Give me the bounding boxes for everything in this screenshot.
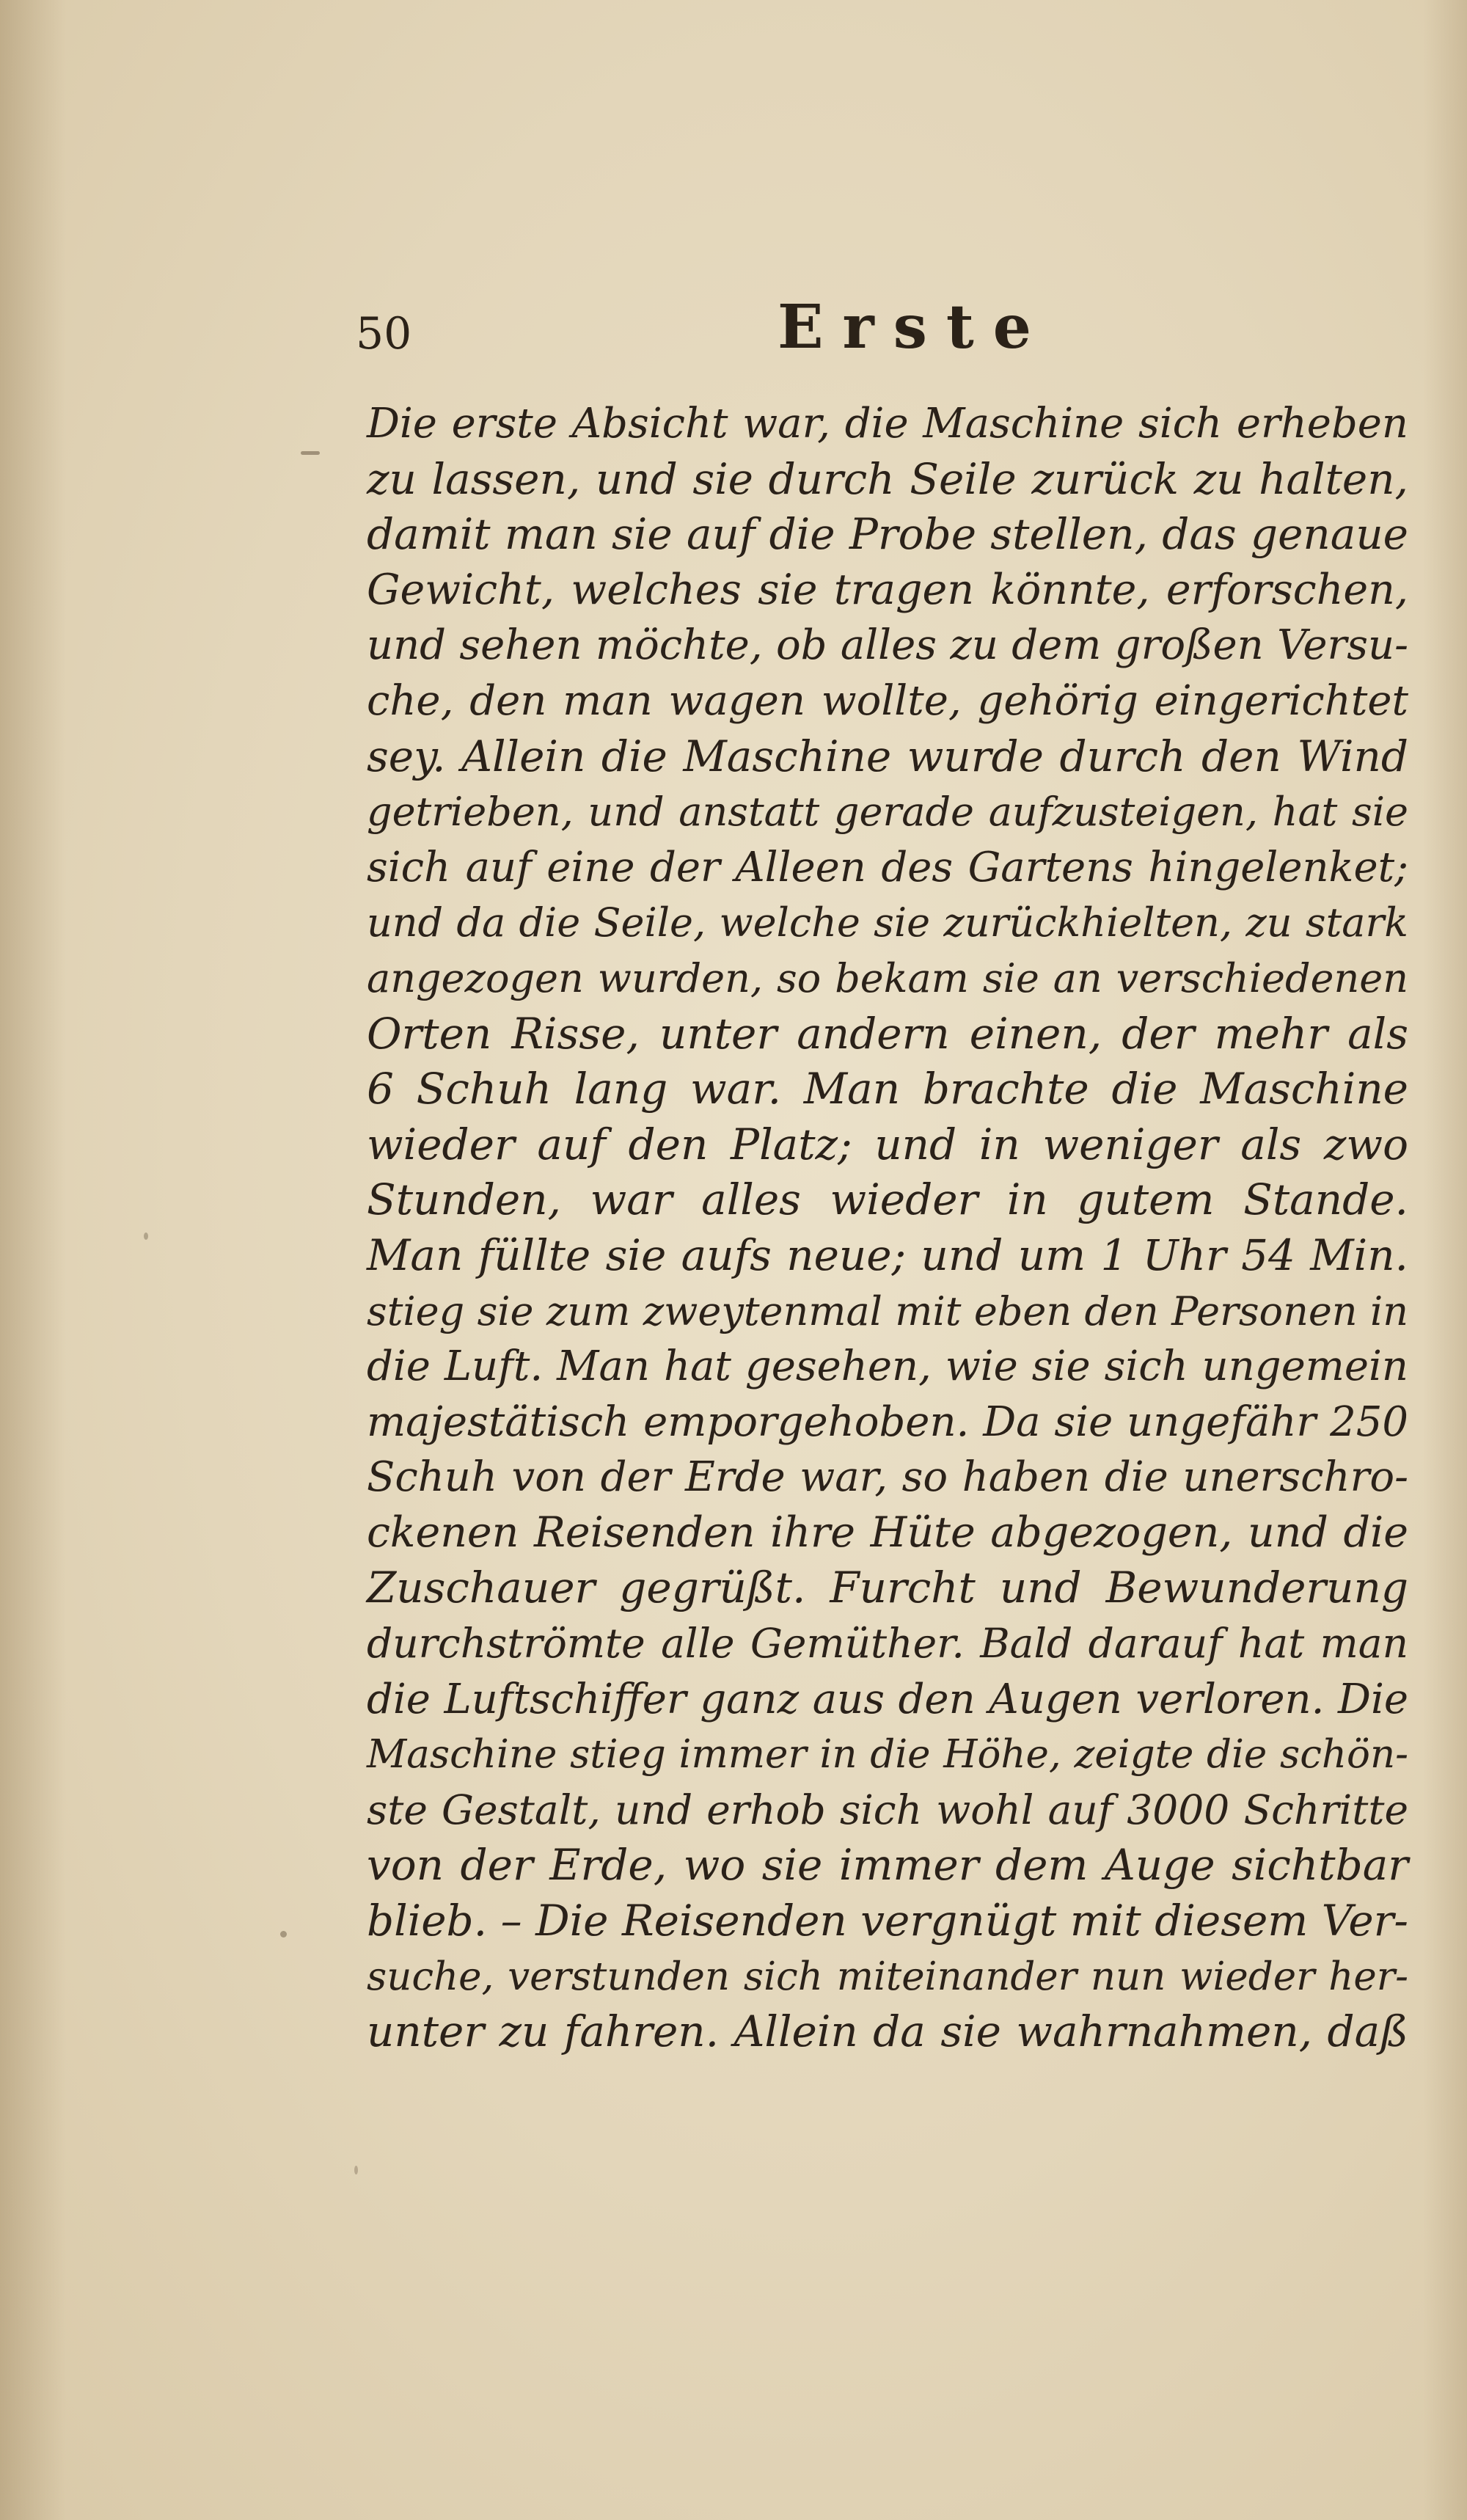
- paper-speck: [354, 2166, 358, 2174]
- gutter-shadow: [0, 0, 66, 2520]
- text-line: ckenen Reisenden ihre Hüte abgezogen, und die: [367, 1508, 1408, 1557]
- text-line: die Luftschiffer ganz aus den Augen verloren. Die: [367, 1675, 1408, 1723]
- text-line: Orten Risse, unter andern einen, der mehr als: [367, 1008, 1408, 1059]
- text-line: die Luft. Man hat gesehen, wie sie sich ungemein: [367, 1343, 1408, 1391]
- body-text: [367, 396, 1408, 2060]
- text-line: stieg sie zum zweytenmal mit eben den Personen in: [367, 1288, 1408, 1334]
- text-line: suche, verstunden sich miteinander nun wieder her-: [367, 1954, 1408, 1999]
- text-line: Man füllte sie aufs neue; und um 1 Uhr 54 Min.: [367, 1230, 1408, 1280]
- paper-speck: [144, 1232, 148, 1240]
- text-line: majestätisch emporgehoben. Da sie ungefähr 250: [367, 1398, 1408, 1446]
- text-line: und da die Seile, welche sie zurückhielten, zu stark: [367, 899, 1408, 946]
- text-line: wieder auf den Platz; und in weniger als zwo: [367, 1119, 1408, 1169]
- text-line: unter zu fahren. Allein da sie wahrnahmen, daß: [367, 2006, 1408, 2057]
- paper-speck: [280, 1931, 287, 1938]
- text-line: von der Erde, wo sie immer dem Auge sichtbar: [367, 1840, 1408, 1891]
- text-line: sey. Allein die Maschine wurde durch den Wind: [367, 731, 1408, 781]
- text-line: Maschine stieg immer in die Höhe, zeigte die schön-: [367, 1732, 1408, 1778]
- page-edge-shadow: [1423, 0, 1467, 2520]
- text-line: und sehen möchte, ob alles zu dem großen Versu-: [367, 621, 1408, 670]
- text-line: blieb. – Die Reisenden vergnügt mit diesem Ver-: [367, 1896, 1408, 1946]
- text-line: zu lassen, und sie durch Seile zurück zu halten,: [367, 453, 1408, 504]
- text-line: Die erste Absicht war, die Maschine sich erheben: [367, 400, 1408, 448]
- text-line: angezogen wurden, so bekam sie an verschiedenen: [367, 954, 1408, 1001]
- text-line: Schuh von der Erde war, so haben die unerschro-: [367, 1453, 1408, 1502]
- text-line: 6 Schuh lang war. Man brachte die Maschine: [367, 1064, 1408, 1114]
- text-line: damit man sie auf die Probe stellen, das genaue: [367, 509, 1408, 560]
- text-line: getrieben, und anstatt gerade aufzusteigen, hat sie: [367, 789, 1408, 836]
- page-number: 50: [356, 308, 412, 359]
- running-head-title: Erste: [778, 292, 1050, 362]
- paper-speck: [301, 451, 320, 455]
- text-line: Stunden, war alles wieder in gutem Stande.: [367, 1175, 1408, 1225]
- text-line: Zuschauer gegrüßt. Furcht und Bewunderung: [367, 1563, 1408, 1613]
- text-line: sich auf eine der Alleen des Gartens hingelenket;: [367, 843, 1408, 891]
- text-line: che, den man wagen wollte, gehörig eingerichtet: [367, 676, 1408, 725]
- running-head: [0, 292, 1467, 365]
- text-line: Gewicht, welches sie tragen könnte, erforschen,: [367, 565, 1408, 614]
- text-line: ste Gestalt, und erhob sich wohl auf 3000 Schritte: [367, 1786, 1408, 1833]
- text-line: durchströmte alle Gemüther. Bald darauf hat man: [367, 1620, 1408, 1668]
